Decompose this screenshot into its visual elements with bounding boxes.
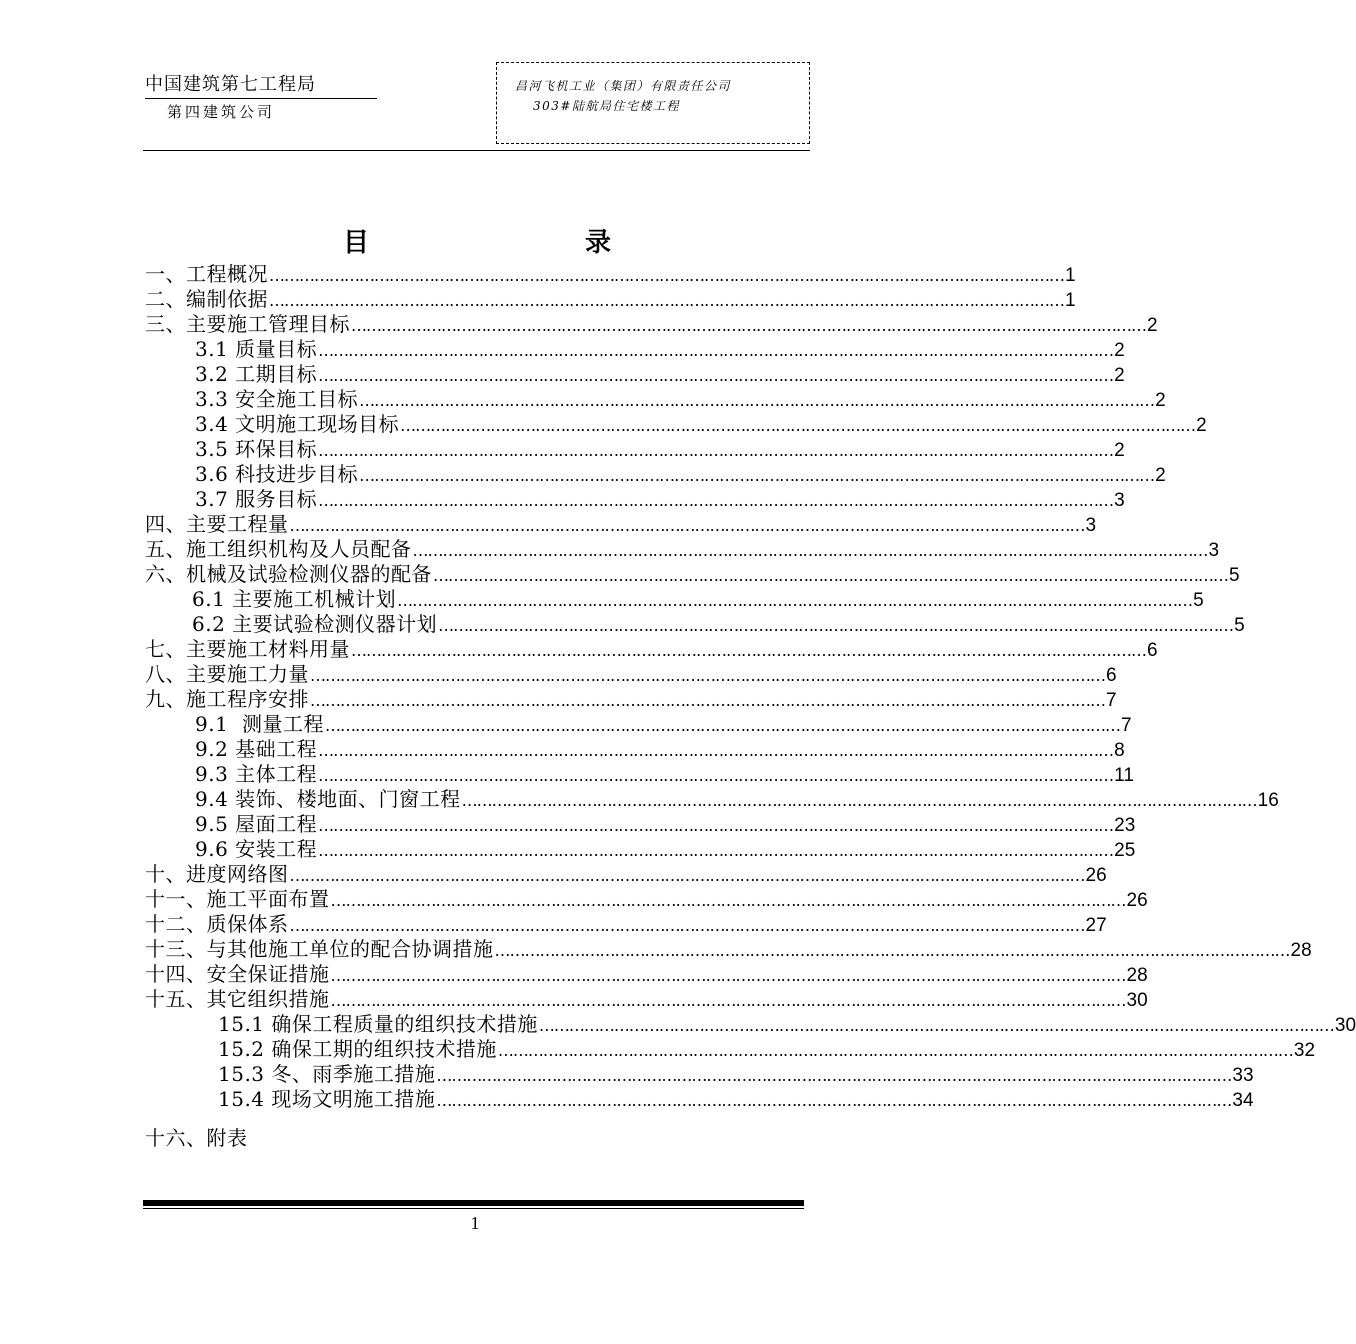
toc-leader-dots: …………………………………………………………………………………………………………………………………………… xyxy=(400,416,1196,435)
project-client: 昌河飞机工业（集团）有限责任公司 xyxy=(515,79,732,93)
toc-entry-label: 3.6 科技进步目标 xyxy=(195,462,359,486)
toc-leader-dots: …………………………………………………………………………………………………………………………………………… xyxy=(330,991,1126,1010)
toc-leader-dots: …………………………………………………………………………………………………………………………………………… xyxy=(289,866,1085,885)
toc-leader-dots: …………………………………………………………………………………………………………………………………………… xyxy=(351,641,1146,660)
toc-entry-label: 3.3 安全施工目标 xyxy=(195,387,359,411)
toc-entry-appendix[interactable]: 十六、附表 xyxy=(145,1126,248,1150)
toc-entry-page: 23 xyxy=(1114,815,1136,836)
toc-leader-dots: …………………………………………………………………………………………………………………………………………… xyxy=(538,1016,1334,1035)
toc-leader-dots: …………………………………………………………………………………………………………………………………………… xyxy=(494,941,1290,960)
toc-entry-label: 二、编制依据 xyxy=(145,287,268,311)
toc-entry[interactable] xyxy=(145,912,1107,936)
toc-leader-dots: …………………………………………………………………………………………………………………………………………… xyxy=(436,1091,1232,1110)
toc-entry[interactable] xyxy=(195,437,1125,461)
footer-thick-rule xyxy=(143,1200,804,1206)
toc-leader-dots: …………………………………………………………………………………………………………………………………………… xyxy=(325,716,1121,735)
toc-leader-dots: …………………………………………………………………………………………………………………………………………… xyxy=(318,441,1114,460)
toc-leader-dots: …………………………………………………………………………………………………………………………………………… xyxy=(269,291,1064,310)
toc-title-char-1: 目 xyxy=(343,228,370,258)
footer-thin-rule xyxy=(143,1208,804,1209)
toc-leader-dots: …………………………………………………………………………………………………………………………………………… xyxy=(412,541,1208,560)
page-number: 1 xyxy=(470,1213,480,1233)
toc-entry-label: 9.6 安装工程 xyxy=(195,837,318,861)
toc-entry-page: 11 xyxy=(1114,765,1134,786)
toc-entry[interactable] xyxy=(145,637,1158,661)
toc-entry-page: 26 xyxy=(1126,890,1148,911)
toc-leader-dots: …………………………………………………………………………………………………………………………………………… xyxy=(438,616,1234,635)
toc-leader-dots: …………………………………………………………………………………………………………………………………………… xyxy=(318,491,1114,510)
toc-entry-page: 33 xyxy=(1232,1065,1254,1086)
toc-entry[interactable] xyxy=(195,787,1279,811)
toc-entry-label: 9.4 装饰、楼地面、门窗工程 xyxy=(195,787,461,811)
toc-leader-dots: …………………………………………………………………………………………………………………………………………… xyxy=(269,266,1064,285)
toc-entry-page: 7 xyxy=(1121,715,1132,736)
toc-entry-label: 五、施工组织机构及人员配备 xyxy=(145,537,412,561)
toc-entry[interactable] xyxy=(145,287,1076,311)
toc-leader-dots: …………………………………………………………………………………………………………………………………………… xyxy=(359,391,1155,410)
toc-entry-page: 1 xyxy=(1065,290,1076,311)
toc-entry-page: 30 xyxy=(1334,1015,1356,1036)
toc-entry[interactable] xyxy=(145,937,1312,961)
toc-entry-page: 34 xyxy=(1232,1090,1254,1111)
toc-entry-label: 七、主要施工材料用量 xyxy=(145,637,350,661)
toc-entry-label: 9.2 基础工程 xyxy=(195,737,318,761)
toc-leader-dots: …………………………………………………………………………………………………………………………………………… xyxy=(318,766,1114,785)
toc-entry-page: 6 xyxy=(1147,640,1158,661)
toc-entry-label: 一、工程概况 xyxy=(145,262,268,286)
toc-entry-label: 六、机械及试验检测仪器的配备 xyxy=(145,562,432,586)
toc-entry-label: 十三、与其他施工单位的配合协调措施 xyxy=(145,937,494,961)
toc-leader-dots: …………………………………………………………………………………………………………………………………………… xyxy=(433,566,1228,585)
org-name: 中国建筑第七工程局 xyxy=(145,74,316,95)
toc-entry-label: 八、主要施工力量 xyxy=(145,662,309,686)
toc-entry-label: 九、施工程序安排 xyxy=(145,687,309,711)
toc-entry[interactable] xyxy=(145,862,1107,886)
toc-entry-page: 2 xyxy=(1114,440,1125,461)
toc-entry[interactable] xyxy=(195,712,1132,736)
toc-entry[interactable] xyxy=(195,812,1136,836)
toc-leader-dots: …………………………………………………………………………………………………………………………………………… xyxy=(330,966,1126,985)
toc-entry-label: 6.1 主要施工机械计划 xyxy=(192,587,397,611)
toc-entry[interactable] xyxy=(218,1037,1316,1061)
toc-entry-label: 十一、施工平面布置 xyxy=(145,887,330,911)
toc-entry[interactable] xyxy=(145,512,1097,536)
toc-entry-label: 15.4 现场文明施工措施 xyxy=(218,1087,436,1111)
org-divider xyxy=(145,98,377,99)
toc-entry-label: 3.4 文明施工现场目标 xyxy=(195,412,400,436)
toc-entry-label: 3.2 工期目标 xyxy=(195,362,318,386)
toc-entry[interactable] xyxy=(145,962,1148,986)
toc-entry[interactable] xyxy=(145,687,1117,711)
toc-leader-dots: …………………………………………………………………………………………………………………………………………… xyxy=(318,816,1114,835)
toc-leader-dots: …………………………………………………………………………………………………………………………………………… xyxy=(318,366,1114,385)
toc-entry[interactable] xyxy=(145,262,1076,286)
toc-entry[interactable] xyxy=(218,1012,1356,1036)
toc-leader-dots: …………………………………………………………………………………………………………………………………………… xyxy=(318,741,1114,760)
toc-entry-page: 2 xyxy=(1114,340,1125,361)
toc-entry-page: 2 xyxy=(1147,315,1158,336)
toc-entry-page: 7 xyxy=(1106,690,1117,711)
toc-entry-label: 6.2 主要试验检测仪器计划 xyxy=(192,612,438,636)
toc-entry-page: 28 xyxy=(1126,965,1148,986)
toc-entry[interactable] xyxy=(195,337,1125,361)
toc-entry[interactable] xyxy=(145,312,1158,336)
toc-entry-page: 5 xyxy=(1234,615,1245,636)
toc-entry-page: 32 xyxy=(1293,1040,1316,1061)
toc-entry-label: 9.1 测量工程 xyxy=(195,712,325,736)
toc-entry[interactable] xyxy=(195,737,1125,761)
toc-entry[interactable] xyxy=(145,887,1148,911)
toc-leader-dots: …………………………………………………………………………………………………………………………………………… xyxy=(461,791,1257,810)
toc-entry[interactable] xyxy=(195,462,1166,486)
toc-entry-label: 四、主要工程量 xyxy=(145,512,289,536)
toc-entry-page: 8 xyxy=(1114,740,1125,761)
toc-entry[interactable] xyxy=(145,987,1148,1011)
toc-entry-page: 2 xyxy=(1196,415,1207,436)
toc-entry-page: 3 xyxy=(1085,515,1097,536)
toc-entry-label: 十五、其它组织措施 xyxy=(145,987,330,1011)
toc-leader-dots: …………………………………………………………………………………………………………………………………………… xyxy=(310,666,1105,685)
toc-entry[interactable] xyxy=(145,537,1220,561)
toc-entry-page: 16 xyxy=(1257,790,1279,811)
toc-entry-label: 3.7 服务目标 xyxy=(195,487,318,511)
toc-entry[interactable] xyxy=(218,1087,1254,1111)
toc-entry-label: 十二、质保体系 xyxy=(145,912,289,936)
toc-entry-label: 十四、安全保证措施 xyxy=(145,962,330,986)
toc-leader-dots: …………………………………………………………………………………………………………………………………………… xyxy=(436,1066,1232,1085)
toc-entry[interactable] xyxy=(218,1062,1254,1086)
toc-entry[interactable] xyxy=(195,387,1166,411)
toc-entry-label: 3.5 环保目标 xyxy=(195,437,318,461)
toc-entry-label: 9.5 屋面工程 xyxy=(195,812,318,836)
header-rule xyxy=(143,150,810,151)
toc-title xyxy=(0,222,950,256)
toc-leader-dots: …………………………………………………………………………………………………………………………………………… xyxy=(330,891,1126,910)
toc-leader-dots: …………………………………………………………………………………………………………………………………………… xyxy=(318,341,1114,360)
toc-entry-label: 15.3 冬、雨季施工措施 xyxy=(218,1062,436,1086)
header-organization xyxy=(145,74,380,122)
toc-entry[interactable] xyxy=(145,562,1240,586)
toc-entry-page: 27 xyxy=(1085,915,1107,936)
toc-leader-dots: …………………………………………………………………………………………………………………………………………… xyxy=(310,691,1105,710)
toc-leader-dots: …………………………………………………………………………………………………………………………………………… xyxy=(318,841,1114,860)
toc-entry-label: 十、进度网络图 xyxy=(145,862,289,886)
toc-entry-label: 15.2 确保工期的组织技术措施 xyxy=(218,1037,497,1061)
toc-entry[interactable] xyxy=(195,412,1207,436)
toc-entry-page: 25 xyxy=(1114,840,1136,861)
toc-leader-dots: …………………………………………………………………………………………………………………………………………… xyxy=(497,1041,1293,1060)
toc-entry-page: 28 xyxy=(1290,940,1312,961)
toc-entry-label: 三、主要施工管理目标 xyxy=(145,312,350,336)
toc-entry[interactable] xyxy=(195,837,1136,861)
toc-entry[interactable] xyxy=(195,487,1125,511)
toc-entry-page: 2 xyxy=(1155,465,1166,486)
toc-entry-page: 2 xyxy=(1114,365,1125,386)
toc-entry[interactable] xyxy=(195,762,1134,786)
project-title-box xyxy=(496,62,810,144)
toc-entry-label: 15.1 确保工程质量的组织技术措施 xyxy=(218,1012,538,1036)
toc-entry-page: 1 xyxy=(1065,265,1076,286)
toc-entry-page: 30 xyxy=(1126,990,1148,1011)
project-name: 303#陆航局住宅楼工程 xyxy=(533,99,680,113)
toc-entry-label: 9.3 主体工程 xyxy=(195,762,318,786)
toc-entry-page: 3 xyxy=(1208,540,1220,561)
toc-entry-page: 2 xyxy=(1155,390,1166,411)
toc-leader-dots: …………………………………………………………………………………………………………………………………………… xyxy=(289,516,1085,535)
toc-leader-dots: …………………………………………………………………………………………………………………………………………… xyxy=(397,591,1193,610)
toc-leader-dots: …………………………………………………………………………………………………………………………………………… xyxy=(289,916,1085,935)
toc-entry-page: 26 xyxy=(1085,865,1107,886)
toc-leader-dots: …………………………………………………………………………………………………………………………………………… xyxy=(359,466,1155,485)
company-name: 第四建筑公司 xyxy=(167,103,276,121)
toc-entry[interactable] xyxy=(192,612,1245,636)
toc-entry-page: 3 xyxy=(1114,490,1125,511)
toc-entry-page: 5 xyxy=(1229,565,1240,586)
toc-entry-page: 5 xyxy=(1193,590,1204,611)
toc-entry-label: 3.1 质量目标 xyxy=(195,337,318,361)
toc-title-char-2: 录 xyxy=(585,228,612,258)
toc-leader-dots: …………………………………………………………………………………………………………………………………………… xyxy=(351,316,1146,335)
toc-entry[interactable] xyxy=(145,662,1117,686)
toc-entry[interactable] xyxy=(192,587,1204,611)
toc-entry[interactable] xyxy=(195,362,1125,386)
toc-entry-page: 6 xyxy=(1106,665,1117,686)
